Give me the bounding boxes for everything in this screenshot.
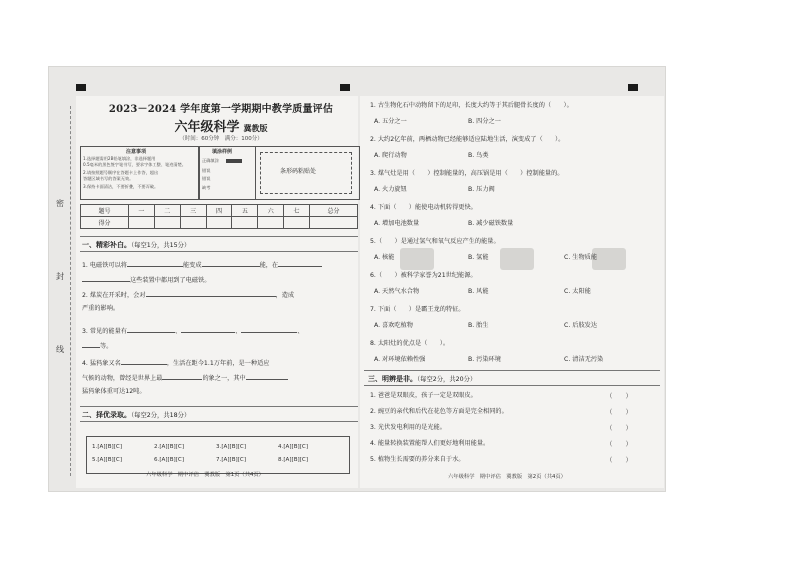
score-header: 六: [258, 205, 284, 217]
answer-blank[interactable]: [82, 341, 100, 348]
score-cell[interactable]: [232, 217, 258, 229]
note-line: 0.5毫米的黑色签字笔书写，要求字体工整、笔迹清楚。: [83, 162, 186, 167]
score-header: 四: [206, 205, 232, 217]
option-c[interactable]: C. 清洁无污染: [564, 356, 604, 363]
option-b[interactable]: B. 减少磁铁数量: [468, 220, 514, 227]
gutter-char-closed: 封: [56, 272, 64, 281]
tf-answer-1[interactable]: （ ）: [606, 392, 632, 400]
fill-example-row: 缺考: [202, 185, 211, 190]
biomass-photo: [592, 248, 626, 270]
option-b[interactable]: B. 污染环境: [468, 356, 501, 363]
answer-blank[interactable]: [121, 358, 167, 365]
answer-blank[interactable]: [127, 260, 183, 267]
question-2: 2. 煤炭在开采时，会对 ，造成: [82, 292, 295, 299]
note-line: 答题区域书写的答案无效。: [83, 176, 134, 181]
page-2: [360, 96, 664, 488]
score-cell[interactable]: [284, 217, 310, 229]
option-a[interactable]: A. 喜欢吃植物: [374, 322, 413, 329]
score-header: 五: [232, 205, 258, 217]
score-header: 七: [284, 205, 310, 217]
option-c[interactable]: C. 生物质能: [564, 254, 598, 261]
divider: [80, 251, 358, 252]
notes-title: 注意事项: [126, 149, 147, 155]
score-header: 总分: [309, 205, 357, 217]
note-line: 3.保持卡面清洁，不要折叠，不要弄破。: [83, 184, 159, 189]
divider: [364, 385, 660, 386]
option-a[interactable]: A. 爬行动物: [374, 152, 407, 159]
question-4-end: 猛犸象体重可达12吨。: [82, 388, 146, 395]
question-5: 5.（ ）是通过氢气和氧气反应产生的能量。: [370, 238, 500, 245]
tf-answer-3[interactable]: （ ）: [606, 424, 632, 432]
question-2: 2. 大约2亿年前，两栖动物已经能够适应陆地生活，演变成了（ ）。: [370, 136, 565, 143]
tf-question-4: 4. 能量转换装置能帮人们更好地利用能量。: [370, 440, 490, 447]
barcode-label: 条形码粘贴处: [280, 168, 317, 175]
binding-line: [70, 106, 71, 476]
option-a[interactable]: A. 增加电池数量: [374, 220, 420, 227]
divider: [80, 406, 358, 407]
question-1: 1. 古生物化石中动物留下的足印，长度大约等于其后腿骨长度的（ ）。: [370, 102, 573, 109]
tf-question-3: 3. 光伏发电利用的是光能。: [370, 424, 446, 431]
question-4-cont: 气候的动物，曾经是世界上最 的象之一，其中: [82, 373, 288, 383]
option-b[interactable]: B. 胎生: [468, 322, 489, 329]
tf-answer-2[interactable]: （ ）: [606, 408, 632, 416]
score-cell[interactable]: [258, 217, 284, 229]
section-2-title: 二、择优录取。（每空2分，共18分）: [82, 411, 191, 419]
option-b[interactable]: B. 氢能: [468, 254, 489, 261]
answer-blank[interactable]: [162, 373, 202, 380]
score-cell[interactable]: [309, 217, 357, 229]
score-header: 题号: [81, 205, 129, 217]
option-a[interactable]: A. 天然气水合物: [374, 288, 420, 295]
fill-example-title: 填涂样例: [212, 149, 233, 155]
option-b[interactable]: B. 四分之一: [468, 118, 501, 125]
tf-question-5: 5. 植物生长需要的养分来自于水。: [370, 456, 465, 463]
option-b[interactable]: B. 风能: [468, 288, 489, 295]
question-3-cont: 等。: [82, 341, 112, 351]
registration-mark: [628, 84, 638, 91]
question-4: 4. 猛犸象又名 ，生活在距今1.1万年前，是一种适应: [82, 360, 270, 367]
option-a[interactable]: A. 五分之一: [374, 118, 407, 125]
hydrogen-photo: [500, 248, 534, 270]
registration-mark: [76, 84, 86, 91]
page-1: [76, 96, 358, 488]
divider: [80, 421, 358, 422]
answer-blank[interactable]: [82, 275, 130, 282]
option-a[interactable]: A. 火力旋钮: [374, 186, 407, 193]
registration-mark: [340, 84, 350, 91]
option-a[interactable]: A. 核能: [374, 254, 395, 261]
option-b[interactable]: B. 压力阀: [468, 186, 495, 193]
score-row-label: 得分: [81, 217, 129, 229]
question-4: 4. 下面（ ）能使电动机转得更快。: [370, 204, 477, 211]
score-table: [80, 204, 358, 229]
gutter-char-seal: 密: [56, 199, 64, 208]
answer-choice-7[interactable]: 7.[A][B][C]: [216, 457, 247, 463]
tf-answer-4[interactable]: （ ）: [606, 440, 632, 448]
answer-choice-5[interactable]: 5.[A][B][C]: [92, 457, 123, 463]
page-footer: 六年级科学 期中评估 冀教版 第1页（共4页）: [146, 472, 264, 478]
score-header: 一: [128, 205, 154, 217]
option-b[interactable]: B. 鸟类: [468, 152, 489, 159]
answer-blank[interactable]: [202, 260, 260, 267]
fill-example-row: 正确填涂: [202, 158, 219, 163]
gutter-char-line: 线: [56, 345, 64, 354]
question-2-cont: 严重的影响。: [82, 305, 120, 312]
score-cell[interactable]: [180, 217, 206, 229]
note-line: 1.选择题需用2B铅笔填涂，非选择题用: [83, 156, 156, 161]
fill-example-row: 错误: [202, 168, 211, 173]
question-3: 3. 煤气灶是用（ ）控制能量的，高压锅是用（ ）控制能量的。: [370, 170, 564, 177]
answer-blank[interactable]: [146, 290, 276, 297]
score-header: 二: [154, 205, 180, 217]
score-cell[interactable]: [206, 217, 232, 229]
tf-question-1: 1. 爸爸是双眼皮，孩子一定是双眼皮。: [370, 392, 477, 399]
answer-blank[interactable]: [127, 326, 175, 333]
question-8: 8. 太阳灶的优点是（ ）。: [370, 340, 450, 347]
option-c[interactable]: C. 后肢发达: [564, 322, 598, 329]
section-3-title: 三、明辨是非。（每空2分，共20分）: [368, 375, 477, 383]
section-1-title: 一、精彩补白。（每空1分，共15分）: [82, 241, 191, 249]
answer-choice-4[interactable]: 4.[A][B][C]: [278, 444, 309, 450]
tf-answer-5[interactable]: （ ）: [606, 456, 632, 464]
answer-choice-1[interactable]: 1.[A][B][C]: [92, 444, 123, 450]
score-header: 三: [180, 205, 206, 217]
question-6: 6.（ ）被科学家誉为21世纪能源。: [370, 272, 477, 279]
answer-blank[interactable]: [246, 373, 288, 380]
tf-question-2: 2. 豌豆的亲代和后代在花色等方面是完全相同的。: [370, 408, 508, 415]
option-a[interactable]: A. 对环境依赖性强: [374, 356, 426, 363]
exam-meta: （时间：60分钟 满分：100分）: [179, 136, 263, 142]
answer-grid: [86, 436, 350, 474]
question-1: 1. 电磁铁可以将 能变成 能，在: [82, 260, 322, 270]
page-footer: 六年级科学 期中评估 冀教版 第2页（共4页）: [448, 474, 566, 480]
score-cell[interactable]: [154, 217, 180, 229]
score-cell[interactable]: [128, 217, 154, 229]
divider: [80, 236, 358, 237]
exam-sheet: [48, 66, 666, 492]
answer-choice-8[interactable]: 8.[A][B][C]: [278, 457, 309, 463]
divider: [364, 370, 660, 371]
answer-choice-2[interactable]: 2.[A][B][C]: [154, 444, 185, 450]
exam-subject: 六年级科学 冀教版: [174, 120, 268, 135]
question-3: 3. 常见的能量有 、 、 、: [82, 328, 304, 335]
answer-choice-3[interactable]: 3.[A][B][C]: [216, 444, 247, 450]
answer-blank[interactable]: [278, 260, 322, 267]
answer-blank[interactable]: [181, 326, 235, 333]
question-7: 7. 下面（ ）是霸王龙的特征。: [370, 306, 465, 313]
nuclear-photo: [400, 248, 434, 270]
exam-title: 2023－2024 学年度第一学期期中教学质量评估: [108, 104, 334, 115]
question-1-cont: 这些装置中都用到了电磁铁。: [82, 275, 210, 285]
option-c[interactable]: C. 太阳能: [564, 288, 591, 295]
fill-example-row: 错误: [202, 176, 211, 181]
answer-choice-6[interactable]: 6.[A][B][C]: [154, 457, 185, 463]
note-line: 2.请按照题号顺序在答题卡上作答，超出: [83, 170, 159, 175]
filled-mark: [226, 159, 242, 163]
answer-blank[interactable]: [241, 326, 297, 333]
